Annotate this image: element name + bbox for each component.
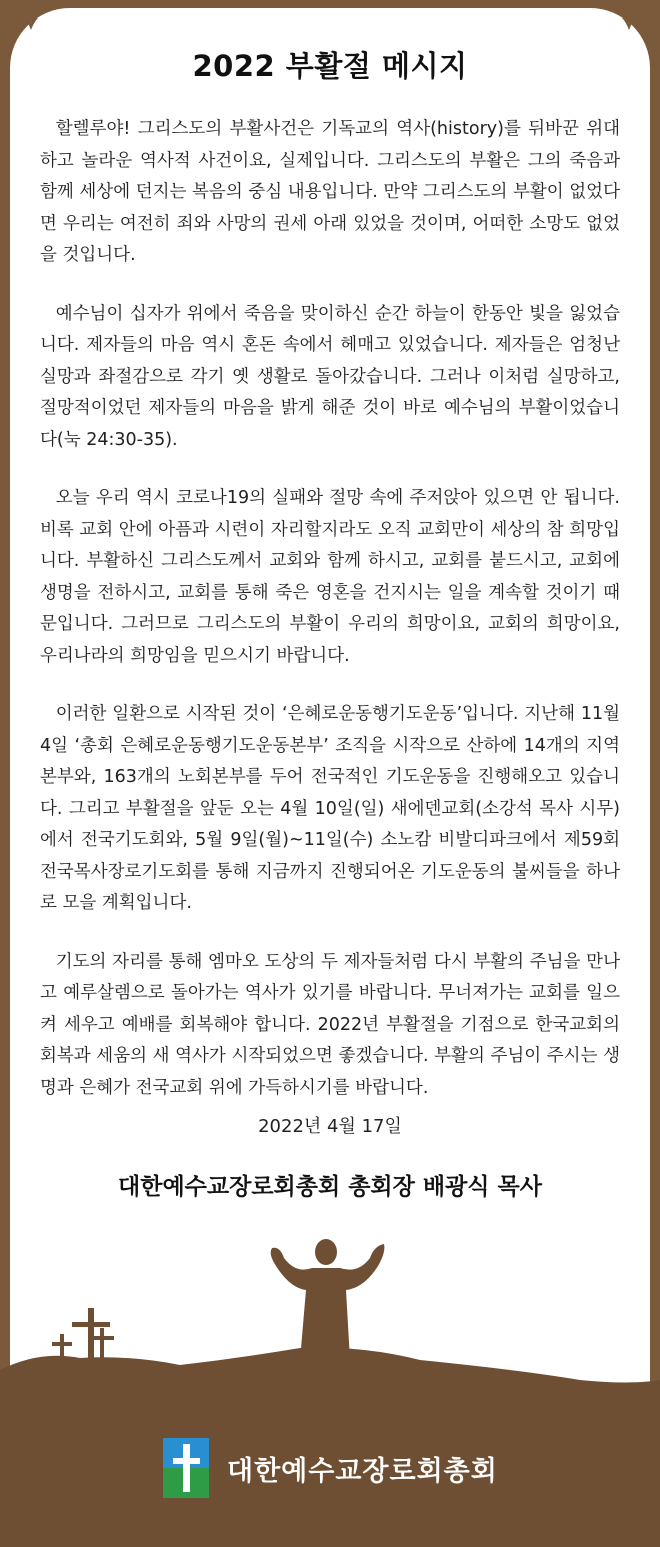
denomination-logo (163, 1436, 503, 1500)
cross-logo-icon (163, 1438, 209, 1498)
corner-ornament-right-icon (620, 14, 638, 32)
paragraph-1: 할렐루야! 그리스도의 부활사건은 기독교의 역사(history)를 뒤바꾼 위대하고 놀라운 역사적 사건이요, 실제입니다. 그리스도의 부활은 그의 죽음과 함께 세상에 던지는 복음의 중심 내용입니다. 만약 그리스도의 부활이 없었다면 우리는 여전히 죄와 사망의 권세 아래 있었을 것이며, 어떠한 소망도 없었을 것입니다. (40, 119, 620, 265)
message-date: 2022년 4월 17일 (258, 1116, 402, 1137)
paragraph-5: 기도의 자리를 통해 엠마오 도상의 두 제자들처럼 다시 부활의 주님을 만나고 예루살렘으로 돌아가는 역사가 있기를 바랍니다. 무너져가는 교회를 일으켜 세우고 예배를 회복해야 합니다. 2022년 부활절을 기점으로 한국교회의 회복과 세움의 새 역사가 시작되었으면 좋겠습니다. 부활의 주님이 주시는 생명과 은혜가 전국교회 위에 가득하시기를 바랍니다. (40, 951, 620, 1098)
signer-line: 대한예수교장로회총회 총회장 배광식 목사 (118, 1174, 542, 1200)
corner-ornament-left-icon (22, 14, 40, 32)
paragraph-3: 오늘 우리 역시 코로나19의 실패와 절망 속에 주저앉아 있으면 안 됩니다. 비록 교회 안에 아픔과 시련이 자리할지라도 오직 교회만이 세상의 참 희망입니다. 부활하신 그리스도께서 교회와 함께 하시고, 교회를 붙드시고, 교회에 생명을 전하시고, 교회를 통해 죽은 영혼을 건지시는 일을 계속할 것이기 때문입니다. 그러므로 그리스도의 부활이 우리의 희망이요, 교회의 희망이요, 우리나라의 희망임을 믿으시기 바랍니다. (40, 488, 620, 666)
message-body (40, 114, 620, 1131)
paragraph-4: 이러한 일환으로 시작된 것이 ‘은혜로운동행기도운동’입니다. 지난해 11월 4일 ‘총회 은혜로운동행기도운동본부’ 조직을 시작으로 산하에 14개의 지역본부와, 163개의 노회본부를 두어 전국적인 기도운동을 진행해오고 있습니다. 그리고 부활절을 앞둔 오는 4월 10일(일) 새에덴교회(소강석 목사 시무)에서 전국기도회와, 5월 9일(월)~11일(수) 소노캄 비발디파크에서 제59회 전국목사장로기도회를 통해 지금까지 진행되어온 기도운동의 불씨들을 하나로 모을 계획입니다. (40, 704, 620, 913)
logo-text: 대한예수교장로회총회 (227, 1455, 498, 1486)
paragraph-2: 예수님이 십자가 위에서 죽음을 맞이하신 순간 하늘이 한동안 빛을 잃었습니다. 제자들의 마음 역시 혼돈 속에서 헤매고 있었습니다. 제자들은 엄청난 실망과 좌절감으로 각기 옛 생활로 돌아갔습니다. 그러나 이처럼 실망하고, 절망적이었던 제자들의 마음을 밝게 해준 것이 바로 예수님의 부활이었습니다(눅 24:30-35). (40, 303, 620, 450)
risen-christ-figure-icon (271, 1239, 385, 1360)
page-title: 2022 부활절 메시지 (192, 49, 468, 83)
